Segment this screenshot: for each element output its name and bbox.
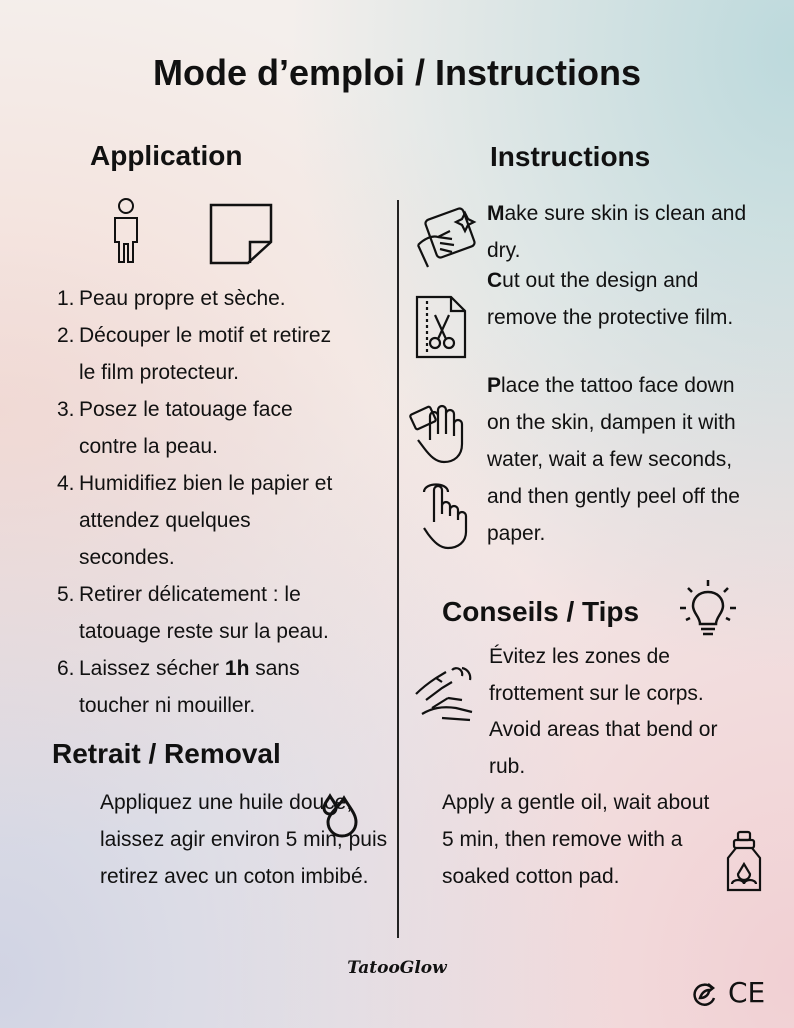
sticker-icon — [208, 202, 274, 266]
person-icon — [106, 196, 146, 266]
tips-heading: Conseils / Tips — [442, 596, 640, 627]
list-item: 1. Peau propre et sèche. — [57, 287, 286, 310]
removal-text-en: Apply a gentle oil, wait about 5 min, then remove with a soaked cotton pad. — [442, 791, 710, 888]
list-item: 6. Laissez sécher 1h sans toucher ni mouiller. — [57, 657, 300, 717]
application-steps — [57, 280, 377, 724]
removal-text-fr: Appliquez une huile douce, laissez agir environ 5 min, puis retirez avec un coton imbibé. — [100, 791, 388, 888]
removal-heading: Retrait / Removal — [52, 738, 281, 769]
finger-tap-icon — [418, 478, 472, 550]
page-title: Mode d’emploi / Instructions — [152, 52, 642, 93]
brand-logo: TatooGlow — [347, 958, 447, 978]
washing-hands-icon — [412, 664, 478, 726]
application-heading: Application — [90, 140, 243, 171]
wiping-hand-icon — [410, 205, 480, 275]
tips-text-fr: Évitez les zones de frottement sur le corps. — [489, 645, 704, 705]
water-drops-icon — [316, 792, 360, 840]
instruction-cut-design: Cut out the design and remove the protective film. — [487, 269, 734, 329]
instruction-place-tattoo: Place the tattoo face down on the skin, dampen it with water, wait a few seconds, and then gently peel off the paper. — [487, 374, 740, 545]
recycle-icon — [690, 980, 718, 1008]
hand-placing-icon — [408, 400, 472, 466]
list-item: 4. Humidifiez bien le papier et attendez quelques secondes. — [57, 472, 333, 569]
oil-bottle-icon — [720, 830, 768, 894]
list-item: 3. Posez le tatouage face contre la peau. — [57, 398, 293, 458]
scissors-paper-icon — [413, 293, 469, 361]
ce-mark: CE — [728, 976, 766, 1009]
column-divider — [397, 200, 399, 938]
list-item: 5. Retirer délicatement : le tatouage reste sur la peau. — [57, 583, 329, 643]
instruction-clean-skin: Make sure skin is clean and dry. — [487, 202, 747, 262]
lightbulb-icon — [678, 578, 738, 640]
instructions-heading: Instructions — [490, 141, 651, 172]
tips-text-en: Avoid areas that bend or rub. — [489, 718, 718, 778]
list-item: 2. Découper le motif et retirez le film protecteur. — [57, 324, 332, 384]
